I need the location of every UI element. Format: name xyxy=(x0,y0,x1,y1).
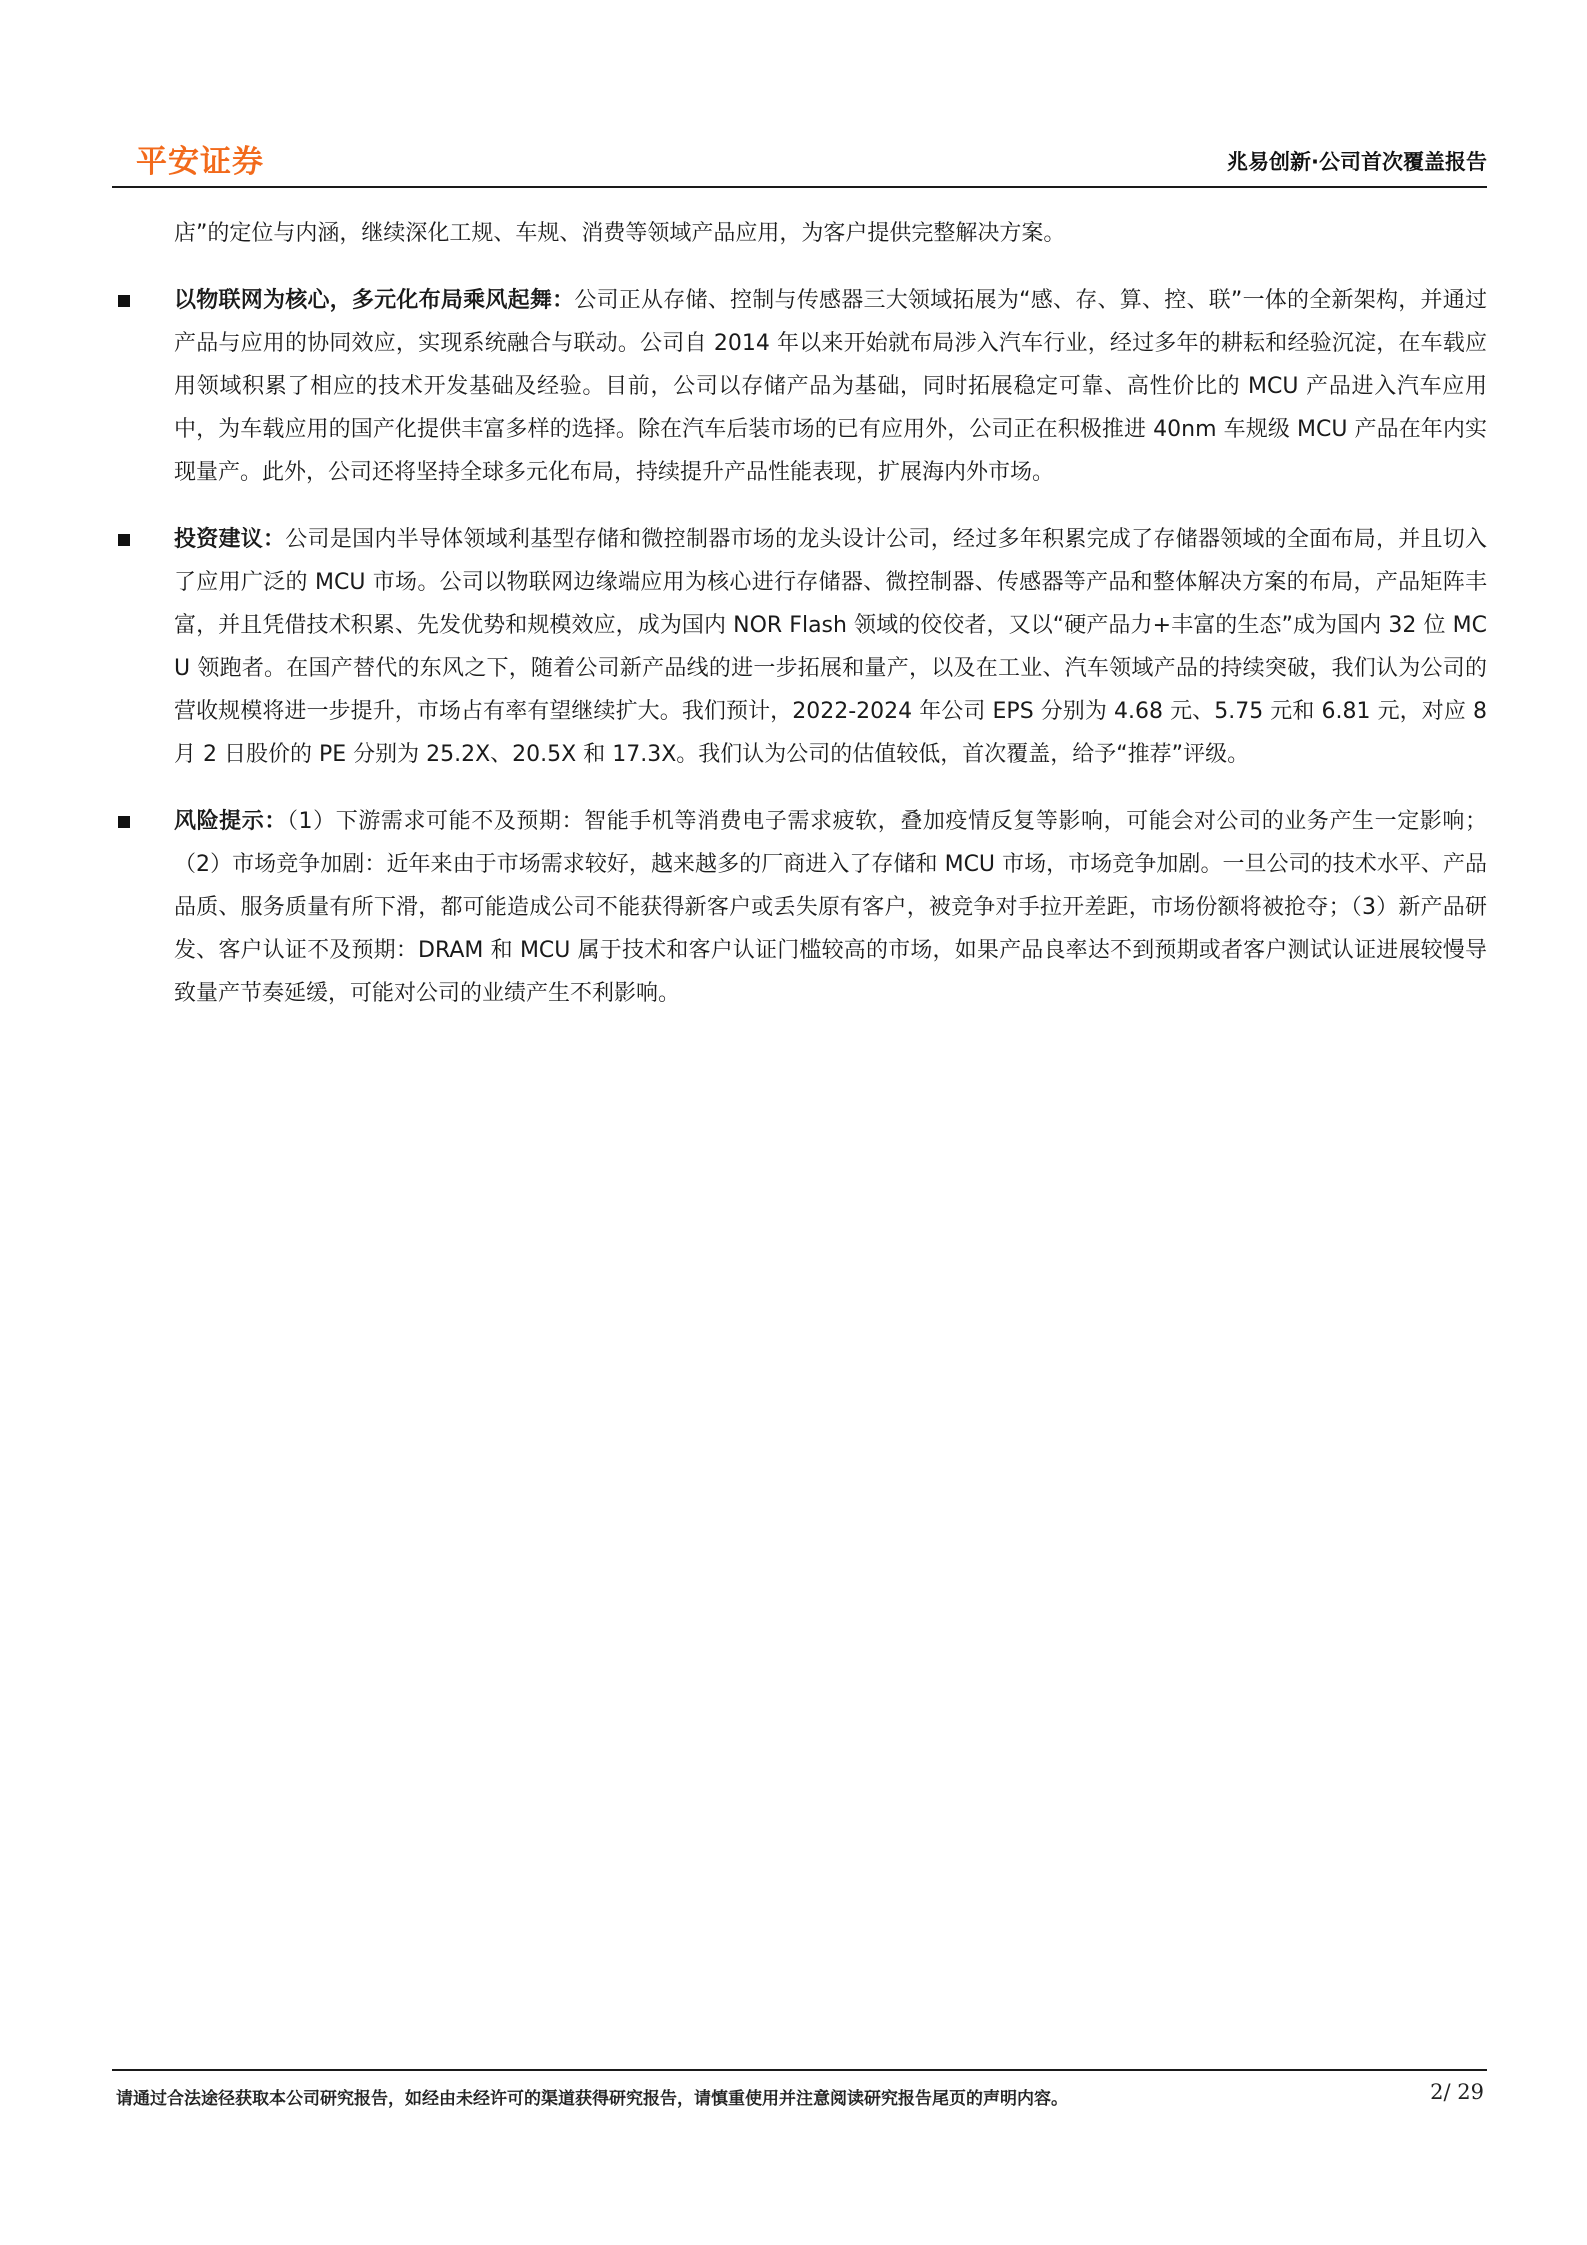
bullet-paragraph-investment xyxy=(112,518,1487,776)
paragraph-lead: 风险提示： xyxy=(174,809,287,834)
paragraph-lead: 投资建议： xyxy=(174,527,286,552)
page-header xyxy=(112,130,1487,186)
main-content xyxy=(112,212,1487,1015)
bullet-paragraph-iot xyxy=(112,279,1487,494)
report-title: 兆易创新·公司首次覆盖报告 xyxy=(1227,150,1487,174)
square-bullet-icon xyxy=(118,534,130,546)
pingan-logo: 平安证券 xyxy=(136,144,264,180)
bullet-paragraph-risk xyxy=(112,800,1487,1015)
page-number: 2/ 29 xyxy=(1430,2080,1484,2104)
header-divider xyxy=(112,186,1487,188)
paragraph-text: 公司正从存储、控制与传感器三大领域拓展为“感、存、算、控、联”一体的全新架构，并通过产品与应用的协同效应，实现系统融合与联动。公司自 2014 年以来开始就布局涉入汽车行业，经过多年的耕耘和经验沉淀，在车载应用领域积累了相应的技术开发基础及经验。目前，公司以存储产品为基础，同时拓展稳定可靠、高性价比的 MCU 产品进入汽车应用中，为车载应用的国产化提供丰富多样的选择。除在汽车后装市场的已有应用外，公司正在积极推进 40nm 车规级 MCU 产品在年内实现量产。此外，公司还将坚持全球多元化布局，持续提升产品性能表现，扩展海内外市场。 xyxy=(174,288,1487,485)
square-bullet-icon xyxy=(118,295,130,307)
square-bullet-icon xyxy=(118,816,130,828)
footer-divider xyxy=(112,2069,1487,2071)
paragraph-text: 公司是国内半导体领域利基型存储和微控制器市场的龙头设计公司，经过多年积累完成了存储器领域的全面布局，并且切入了应用广泛的 MCU 市场。公司以物联网边缘端应用为核心进行存储器、微控制器、传感器等产品和整体解决方案的布局，产品矩阵丰富，并且凭借技术积累、先发优势和规模效应，成为国内 NOR Flash 领域的佼佼者，又以“硬产品力+丰富的生态”成为国内 32 位 MCU 领跑者。在国产替代的东风之下，随着公司新产品线的进一步拓展和量产，以及在工业、汽车领域产品的持续突破，我们认为公司的营收规模将进一步提升，市场占有率有望继续扩大。我们预计，2022-2024 年公司 EPS 分别为 4.68 元、5.75 元和 6.81 元，对应 8 月 2 日股价的 PE 分别为 25.2X、20.5X 和 17.3X。我们认为公司的估值较低，首次覆盖，给予“推荐”评级。 xyxy=(174,527,1487,767)
footer-disclaimer: 请通过合法途径获取本公司研究报告，如经由未经许可的渠道获得研究报告，请慎重使用并注意阅读研究报告尾页的声明内容。 xyxy=(116,2089,1068,2109)
paragraph-text: （1）下游需求可能不及预期：智能手机等消费电子需求疲软，叠加疫情反复等影响，可能会对公司的业务产生一定影响；（2）市场竞争加剧：近年来由于市场需求较好，越来越多的厂商进入了存储和 MCU 市场，市场竞争加剧。一旦公司的技术水平、产品品质、服务质量有所下滑，都可能造成公司不能获得新客户或丢失原有客户，被竞争对手拉开差距，市场份额将被抢夺；（3）新产品研发、客户认证不及预期：DRAM 和 MCU 属于技术和客户认证门槛较高的市场，如果产品良率达不到预期或者客户测试认证进展较慢导致量产节奏延缓，可能对公司的业绩产生不利影响。 xyxy=(174,809,1487,1006)
paragraph-lead: 以物联网为核心，多元化布局乘风起舞： xyxy=(174,288,575,313)
continuation-paragraph: 店”的定位与内涵，继续深化工规、车规、消费等领域产品应用，为客户提供完整解决方案。 xyxy=(174,221,1066,246)
